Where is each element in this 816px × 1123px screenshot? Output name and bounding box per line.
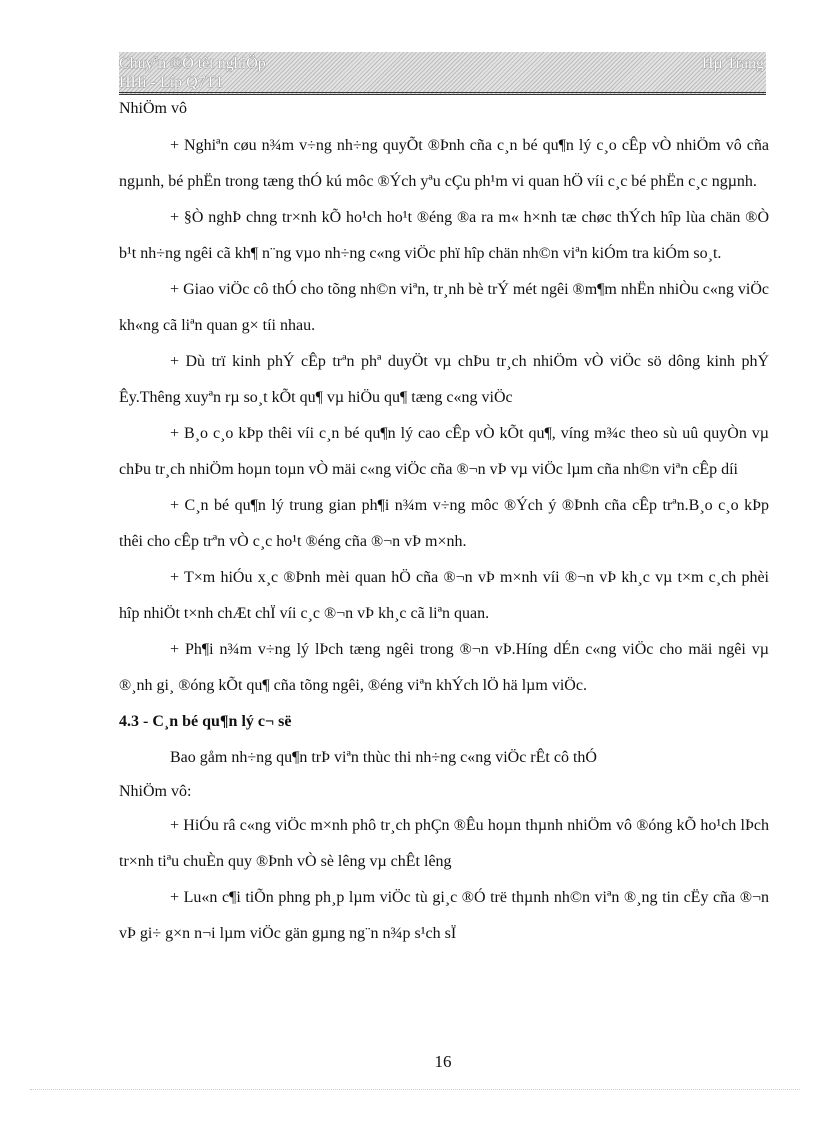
section-heading: 4.3 - C¸n bé qu¶n lý c¬ së bbox=[119, 713, 292, 730]
paragraph: + Dù trï kinh phÝ cÊp trªn phª duyÖt vµ chÞu tr¸ch nhiÖm vÒ viÖc sö dông kinh phÝ Êy.Thêng xuyªn rµ so¸t kÕt qu¶ vµ hiÖu qu¶ tæng c«ng viÖc bbox=[119, 353, 769, 406]
section-intro: Bao gåm nh÷ng qu¶n trÞ viªn thùc thi nh÷ng c«ng viÖc rÊt cô thÓ bbox=[170, 749, 597, 766]
duties-label: NhiÖm vô bbox=[119, 100, 187, 117]
page-body bbox=[119, 96, 769, 952]
paragraph: + Giao viÖc cô thÓ cho tõng nh©n viªn, tr¸nh bè trÝ mét ngêi ®m¶m nhËn nhiÒu c«ng viÖc kh«ng cã liªn quan g× tíi nhau. bbox=[119, 281, 769, 334]
paragraph: + HiÓu râ c«ng viÖc m×nh phô tr¸ch phÇn ®Êu hoµn thµnh nhiÖm vô ®óng kÕ ho¹ch lÞch tr×nh tiªu chuÈn quy ®Þnh vÒ sè lêng vµ chÊt lêng bbox=[119, 817, 769, 870]
header-title: Chuyªn ®Ò tèt nghiÖp bbox=[119, 55, 266, 72]
paragraph: + B¸o c¸o kÞp thêi víi c¸n bé qu¶n lý cao cÊp vÒ kÕt qu¶, víng m¾c theo sù uû quyÒn vµ chÞu tr¸ch nhiÖm hoµn toµn vÒ mäi c«ng viÖc cña ®¬n vÞ vµ viÖc lµm cña nh©n viªn cÊp díi bbox=[119, 425, 769, 478]
footer-divider bbox=[30, 1089, 800, 1090]
paragraph: + Lu«n c¶i tiÕn phng ph¸p lµm viÖc tù gi¸c ®Ó trë thµnh nh©n viªn ®¸ng tin cËy cña ®¬n vÞ gi÷ g×n n¬i lµm viÖc gän gµng ng¨n n¾p s¹ch sÏ bbox=[119, 889, 769, 942]
duties-label-2: NhiÖm vô: bbox=[119, 783, 192, 800]
header-author: Hµ Trang bbox=[701, 55, 764, 72]
paragraph: + C¸n bé qu¶n lý trung gian ph¶i n¾m v÷ng môc ®Ých ý ®Þnh cña cÊp trªn.B¸o c¸o kÞp thêi cho cÊp trªn vÒ c¸c ho¹t ®éng cña ®¬n vÞ m×nh. bbox=[119, 497, 769, 550]
page-number: 16 bbox=[434, 1052, 452, 1071]
paragraph: + T×m hiÓu x¸c ®Þnh mèi quan hÖ cña ®¬n vÞ m×nh víi ®¬n vÞ kh¸c vµ t×m c¸ch phèi hîp nhiÖt t×nh chÆt chÏ víi c¸c ®¬n vÞ kh¸c cã liªn quan. bbox=[119, 569, 769, 622]
paragraph: + Ph¶i n¾m v÷ng lý lÞch tæng ngêi trong ®¬n vÞ.Híng dÉn c«ng viÖc cho mäi ngêi vµ ®¸nh gi¸ ®óng kÕt qu¶ cña tõng ngêi, ®éng viªn khÝch lÖ hä lµm viÖc. bbox=[119, 641, 769, 694]
paragraph: + Nghiªn cøu n¾m v÷ng nh÷ng quyÕt ®Þnh cña c¸n bé qu¶n lý c¸o cÊp vÒ nhiÖm vô cña ngµnh, bé phËn trong tæng thÓ kú môc ®Ých yªu cÇu ph¹m vi quan hÖ víi c¸c bé phËn c¸c ngµnh. bbox=[119, 137, 769, 190]
paragraph: + §Ò nghÞ chng tr×nh kÕ ho¹ch ho¹t ®éng ®a ra m« h×nh tæ chøc thÝch hîp lùa chän ®Ò b¹t nh÷ng ngêi cã kh¶ n¨ng vµo nh÷ng c«ng viÖc phï hîp chän nh©n viªn kiÓm tra kiÓm so¸t. bbox=[119, 209, 769, 262]
header-class: HHi - Líp Q7T1 bbox=[119, 74, 224, 91]
page-header bbox=[119, 52, 766, 95]
